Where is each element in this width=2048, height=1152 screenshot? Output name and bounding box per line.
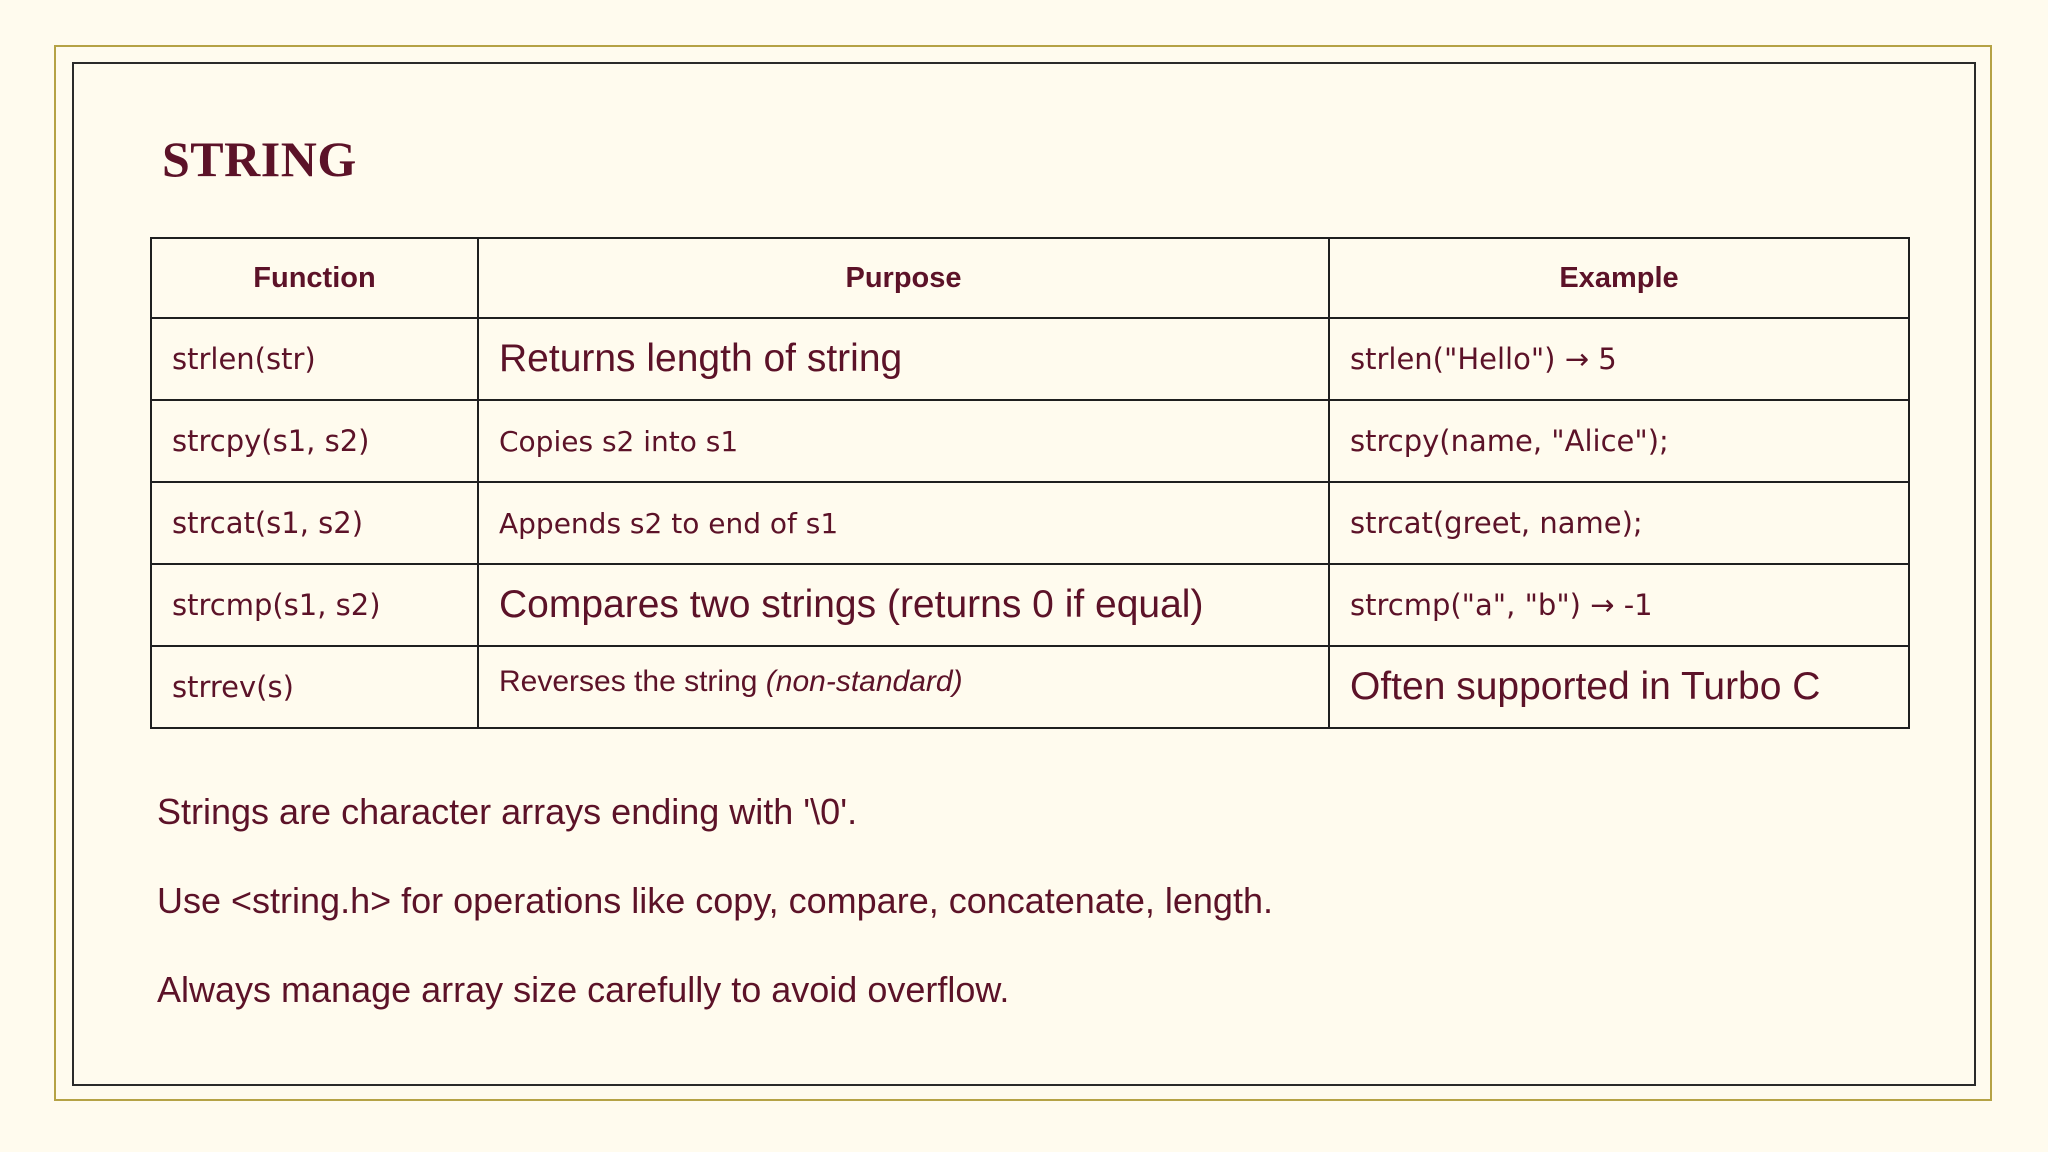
table-row [151, 564, 1909, 646]
non-standard-note: (non-standard) [765, 665, 963, 698]
slide-title: STRING [162, 131, 357, 187]
cell-function: strrev(s) [151, 646, 478, 728]
cell-example: strcmp("a", "b") → -1 [1329, 564, 1909, 646]
note-string-header: Use <string.h> for operations like copy, compare, concatenate, length. [157, 880, 1273, 921]
cell-purpose: Copies s2 into s1 [478, 400, 1329, 482]
cell-function: strcat(s1, s2) [151, 482, 478, 564]
header-function: Function [151, 238, 478, 318]
cell-purpose: Returns length of string [478, 318, 1329, 400]
cell-example: strcpy(name, "Alice"); [1329, 400, 1909, 482]
note-null-terminator: Strings are character arrays ending with '\0'. [157, 791, 858, 832]
cell-purpose [478, 646, 1329, 728]
table-row [151, 318, 1909, 400]
cell-function: strcmp(s1, s2) [151, 564, 478, 646]
cell-example: strcat(greet, name); [1329, 482, 1909, 564]
cell-function: strcpy(s1, s2) [151, 400, 478, 482]
cell-example: strlen("Hello") → 5 [1329, 318, 1909, 400]
table-row [151, 400, 1909, 482]
cell-purpose: Appends s2 to end of s1 [478, 482, 1329, 564]
header-purpose: Purpose [478, 238, 1329, 318]
cell-purpose: Compares two strings (returns 0 if equal) [478, 564, 1329, 646]
string-functions-table [150, 237, 1910, 729]
table-header-row [151, 238, 1909, 318]
purpose-text: Reverses the string [499, 665, 758, 698]
cell-function: strlen(str) [151, 318, 478, 400]
table-row [151, 482, 1909, 564]
cell-example: Often supported in Turbo C [1329, 646, 1909, 728]
notes-section [157, 790, 1857, 1012]
purpose-text-wrapper [499, 665, 963, 698]
header-example: Example [1329, 238, 1909, 318]
table-row [151, 646, 1909, 728]
note-array-size: Always manage array size carefully to avoid overflow. [157, 969, 1010, 1010]
